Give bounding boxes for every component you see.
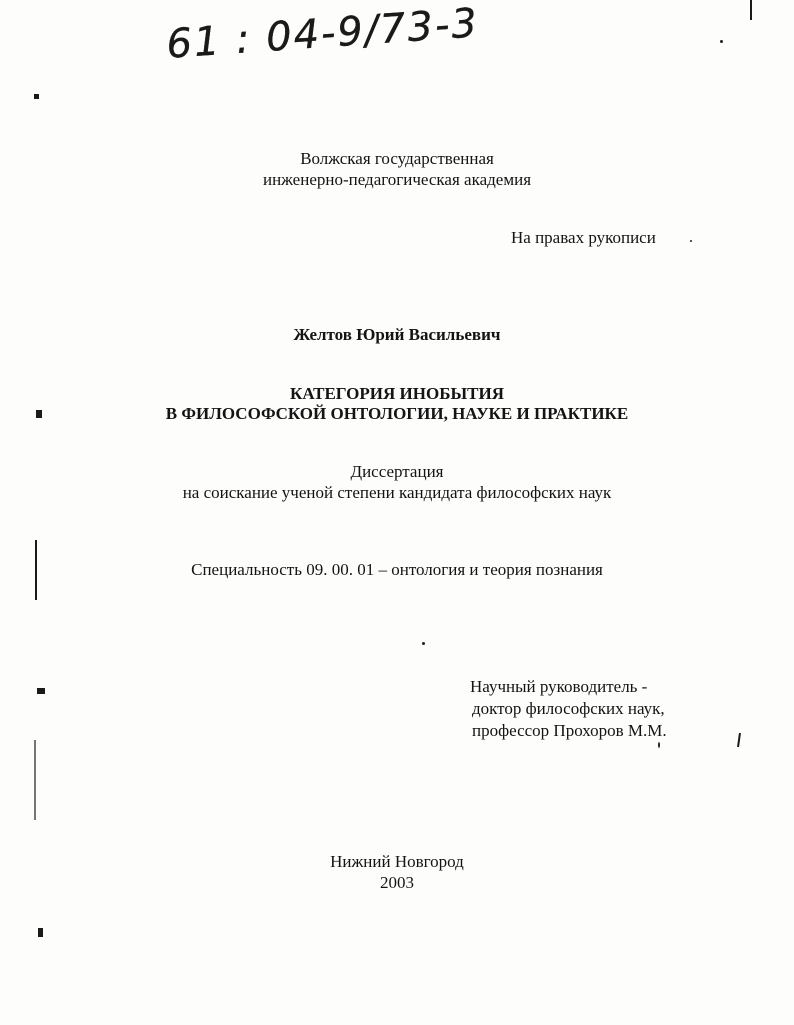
- specialty: Специальность 09. 00. 01 – онтология и теория познания: [191, 560, 603, 579]
- title-line-2: В ФИЛОСОФСКОЙ ОНТОЛОГИИ, НАУКЕ И ПРАКТИКЕ: [165, 404, 629, 423]
- supervisor-line-3: профессор Прохоров М.М.: [472, 721, 667, 740]
- scan-edge-line: [737, 733, 741, 747]
- scan-speck: [720, 40, 723, 43]
- handwritten-catalog-code: 61 : 04-9/73-3: [165, 0, 481, 68]
- title-line-1: КАТЕГОРИЯ ИНОБЫТИЯ: [290, 384, 504, 403]
- supervisor-line-2: доктор философских наук,: [472, 699, 665, 718]
- work-type-line-2: на соискание ученой степени кандидата философских наук: [182, 483, 612, 502]
- scan-speck: [690, 240, 692, 242]
- supervisor-block: [470, 676, 667, 742]
- supervisor-line-1: Научный руководитель -: [470, 677, 648, 696]
- city: Нижний Новгород: [330, 852, 464, 871]
- manuscript-rights: На правах рукописи: [511, 228, 656, 247]
- scan-speck: [36, 410, 42, 418]
- scan-speck: [422, 642, 425, 645]
- institution-line-1: Волжская государственная: [300, 149, 494, 168]
- scan-speck: [658, 742, 660, 748]
- work-type-line-1: Диссертация: [350, 462, 444, 481]
- scan-edge-line: [35, 540, 37, 600]
- scan-edge-line: [34, 740, 36, 820]
- institution-line-2: инженерно-педагогическая академия: [262, 170, 532, 189]
- scan-edge-line: [750, 0, 752, 20]
- scan-speck: [34, 94, 39, 99]
- author-name: Желтов Юрий Васильевич: [293, 325, 501, 344]
- year: 2003: [380, 873, 414, 892]
- scan-speck: [37, 688, 45, 694]
- scan-speck: [38, 928, 43, 937]
